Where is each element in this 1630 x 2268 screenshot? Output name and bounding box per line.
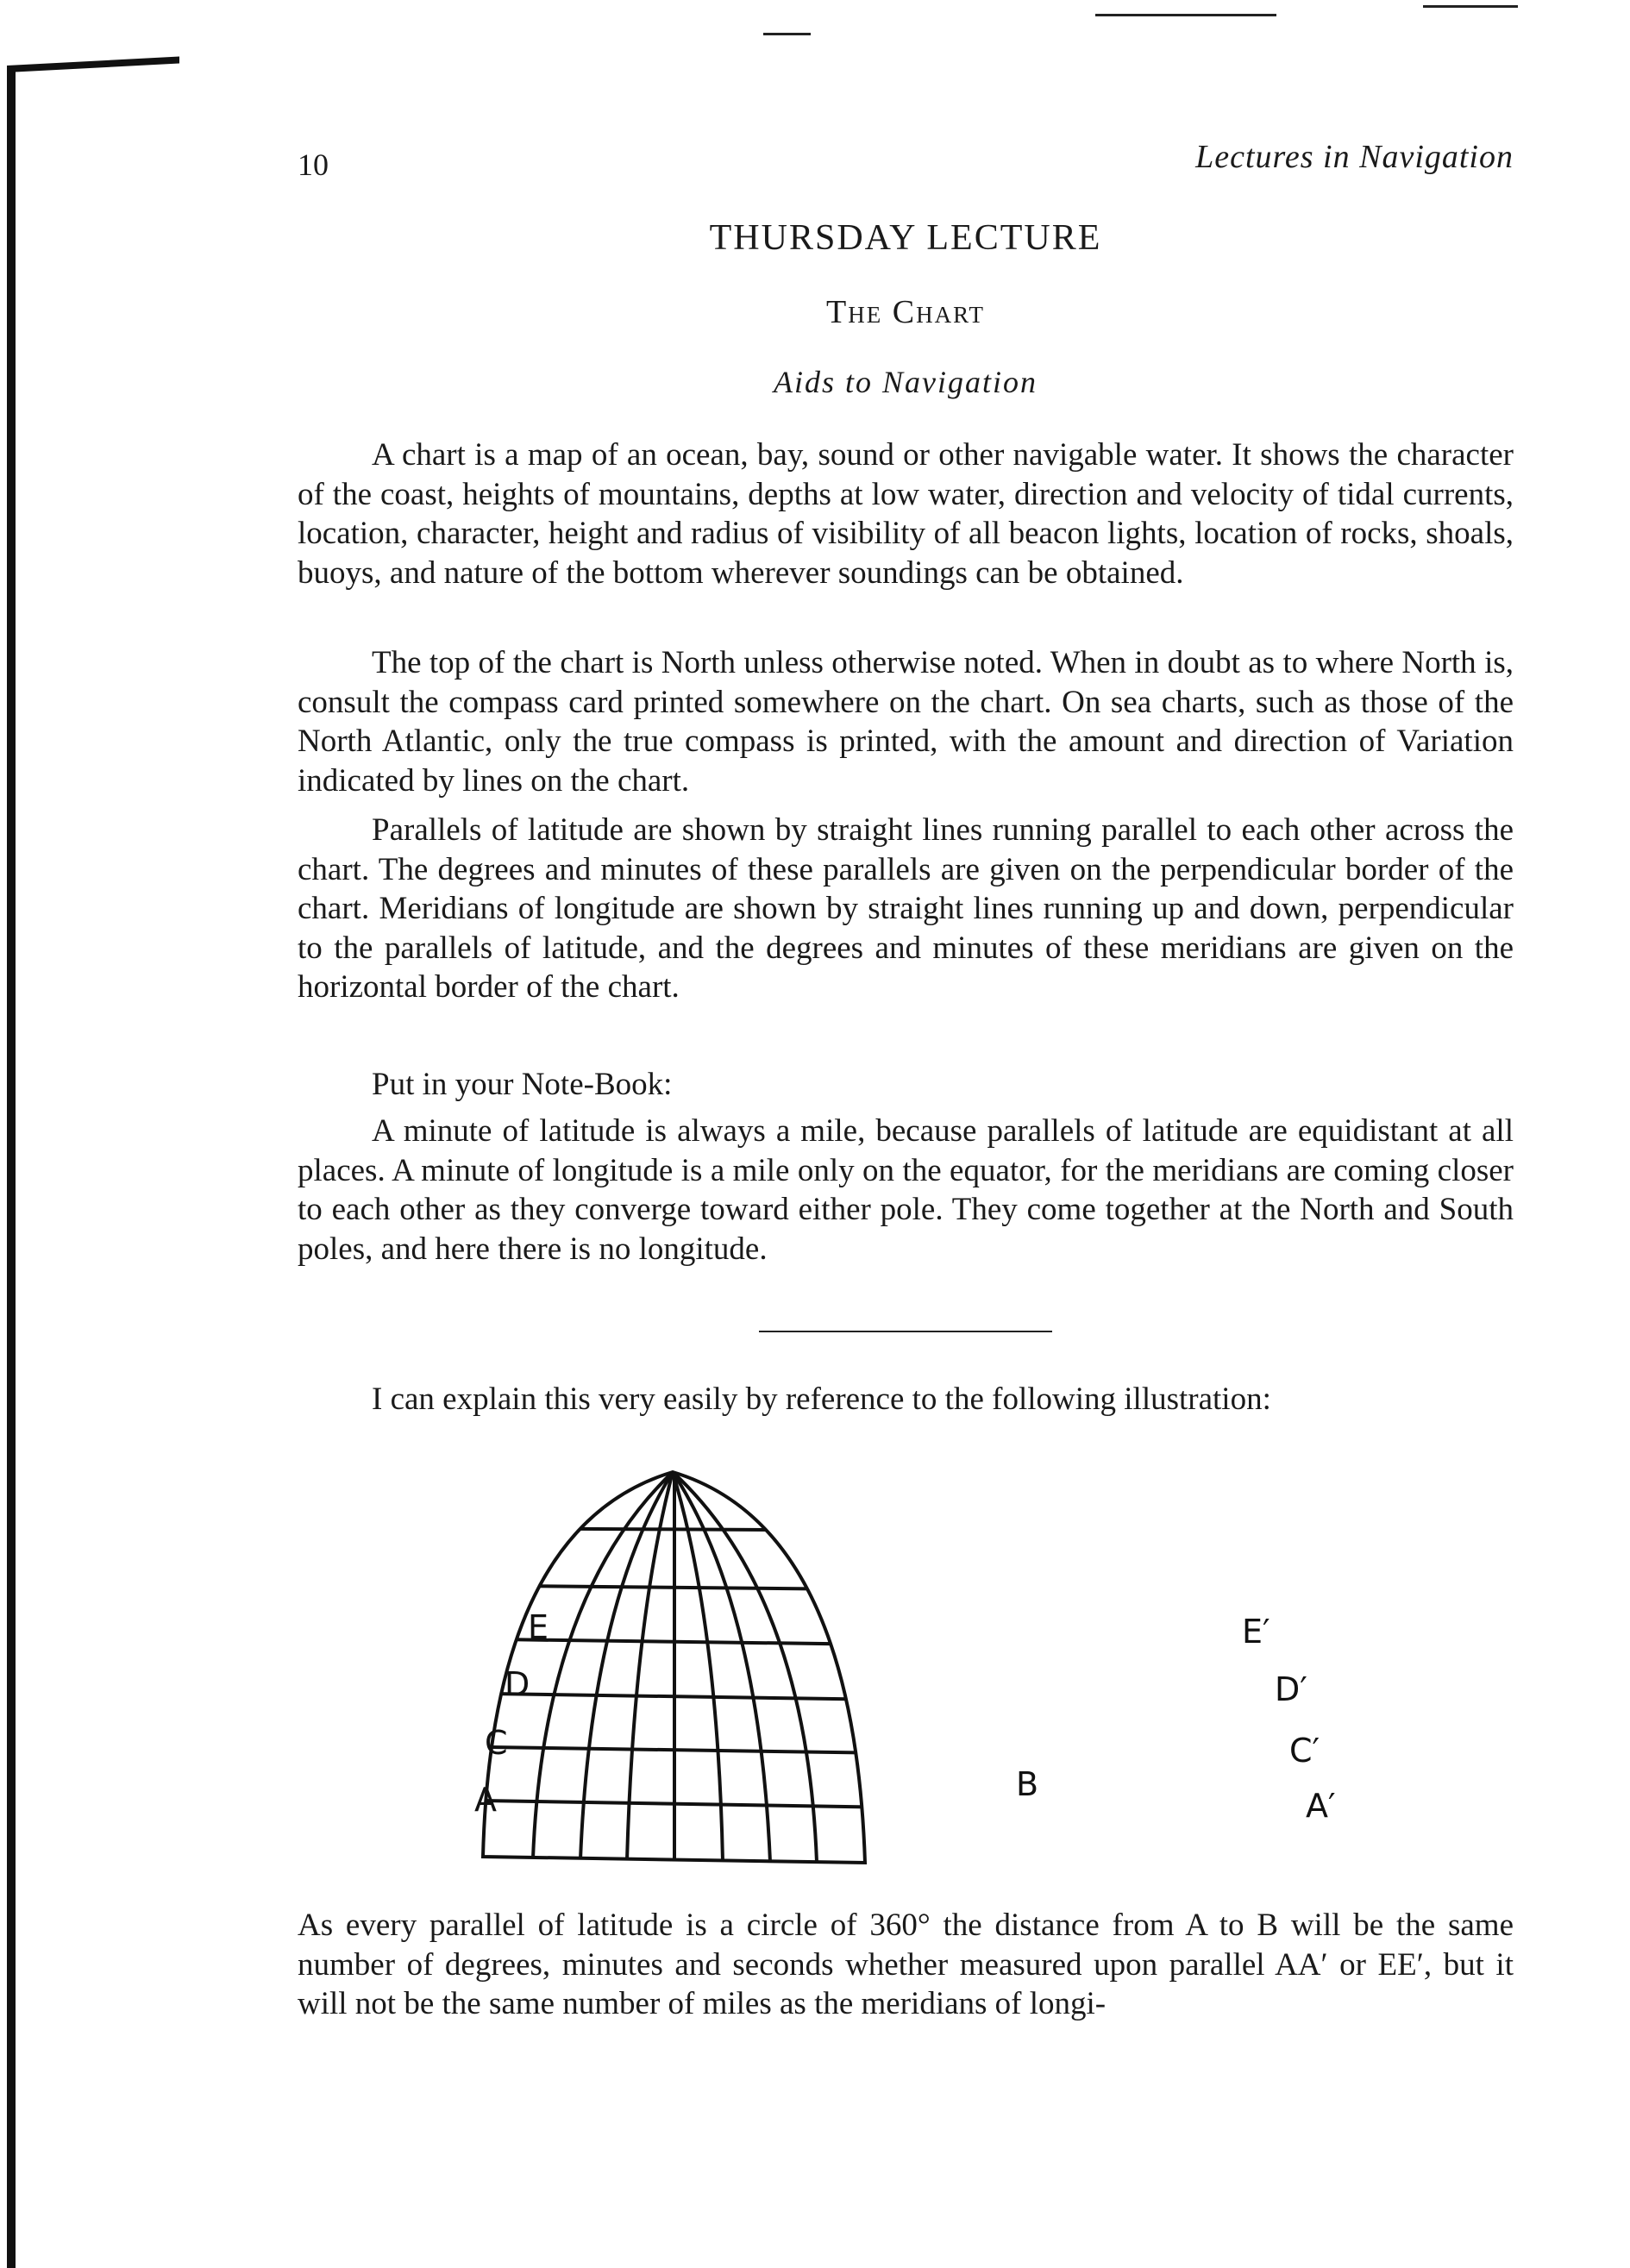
label-e: E <box>528 1608 549 1646</box>
lecture-title: THURSDAY LECTURE <box>709 218 1102 258</box>
parallel <box>431 1638 949 1645</box>
chapter-title: The Chart <box>826 294 985 330</box>
paragraph: The top of the chart is North unless otherwise noted. When in doubt as to where North is, consult the compass card printed somewhere on the chart. On sea charts, such as those of the North Atlantic, only the true compass is printed, with the amount and direction of Variation indicated by lines on the chart. <box>298 645 1514 799</box>
label-a: A <box>474 1781 497 1819</box>
paragraph: A minute of latitude is always a mile, because parallels of latitude are equidistant at all places. A minute of longitude is a mile only on the equator, for the meridians are coming closer to each other as they converge toward either pole. They come together at the North and South poles, and here there is no longitude. <box>298 1113 1514 1267</box>
parallel <box>431 1585 949 1590</box>
label-c: C <box>485 1724 508 1762</box>
notebook-heading: Put in your Note-Book: <box>372 1067 673 1102</box>
paragraph: A chart is a map of an ocean, bay, sound or other navigable water. It shows the character of the coast, heights of mountains, depths at low water, direction and velocity of tidal currents, location, character, height and radius of visibility of all beacon lights, location of rocks, shoals, buoys, and nature of the bottom wherever soundings can be obtained. <box>298 437 1514 591</box>
label-c-prime: C′ <box>1289 1732 1320 1770</box>
paragraph: Parallels of latitude are shown by straight lines running parallel to each other across the chart. The degrees and minutes of these parallels are given on the perpendicular border of the chart. Meridians of longitude are shown by straight lines running up and down, perpendicular to the parallels of latitude, and the degrees and minutes of these meridians are given on the horizontal border of the chart. <box>298 812 1514 1005</box>
label-b: B <box>1016 1765 1039 1803</box>
label-d-prime: D′ <box>1275 1670 1307 1708</box>
parallel <box>431 1746 949 1754</box>
parallel <box>431 1528 949 1531</box>
label-a-prime: A′ <box>1306 1787 1336 1825</box>
label-d: D <box>505 1665 530 1703</box>
page-number: 10 <box>298 147 329 182</box>
parallel <box>431 1800 949 1808</box>
paragraph: I can explain this very easily by reference to the following illustration: <box>372 1381 1271 1417</box>
paragraph: As every parallel of latitude is a circle of 360° the distance from A to B will be the same number of degrees, minutes and seconds whether measured upon parallel AA′ or EE′, but it will not be the same number of miles as the meridians of longi- <box>298 1908 1514 2021</box>
running-title: Lectures in Navigation <box>1195 139 1514 175</box>
section-title: Aids to Navigation <box>774 365 1038 399</box>
label-e-prime: E′ <box>1242 1613 1270 1651</box>
